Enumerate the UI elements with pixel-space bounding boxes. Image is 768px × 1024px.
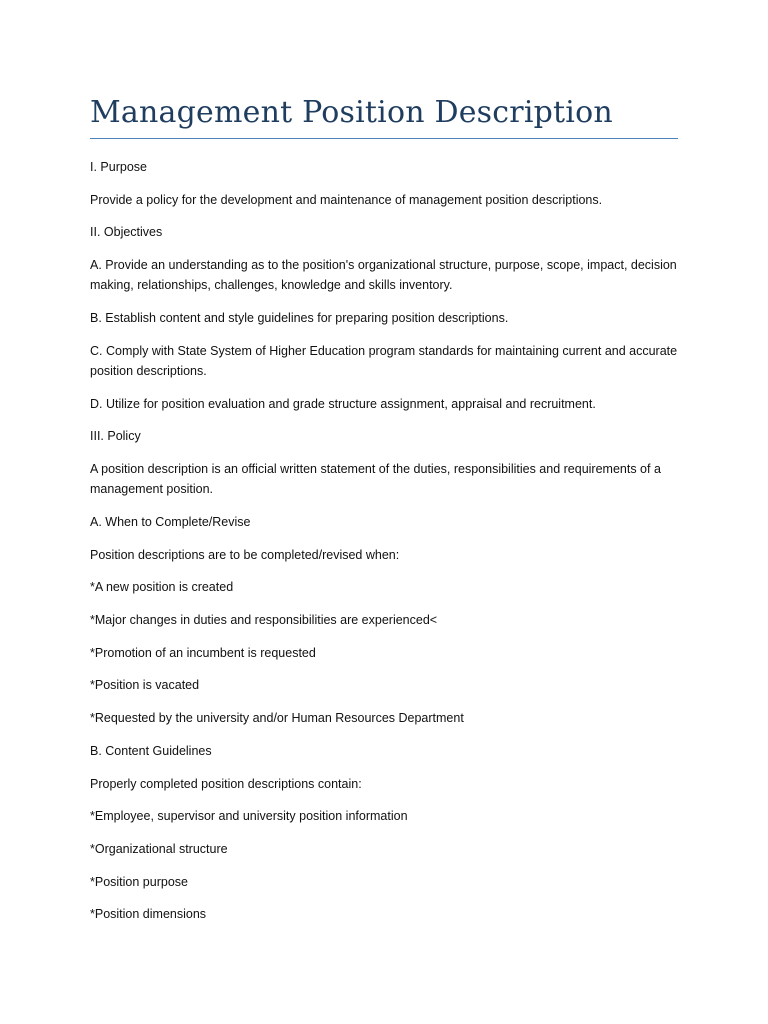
paragraph: C. Comply with State System of Higher Education program standards for maintaining current and accurate position descriptions. (90, 343, 678, 378)
page-title: Management Position Description (90, 95, 613, 130)
paragraph: Position descriptions are to be completed/revised when: (90, 547, 400, 562)
list-item: *Promotion of an incumbent is requested (90, 645, 316, 660)
subsection-heading-when-to-complete: A. When to Complete/Revise (90, 514, 251, 529)
paragraph: A. Provide an understanding as to the position's organizational structure, purpose, scope, impact, decision making, relationships, challenges, knowledge and skills inventory. (90, 258, 677, 293)
list-item: *Position is vacated (90, 678, 200, 693)
list-item: *Position dimensions (90, 907, 207, 922)
paragraph: Provide a policy for the development and maintenance of management position descriptions. (90, 192, 603, 207)
paragraph: Properly completed position descriptions contain: (90, 776, 362, 791)
document-body (90, 157, 678, 937)
paragraph: B. Establish content and style guidelines for preparing position descriptions. (90, 311, 509, 326)
paragraph: A position description is an official written statement of the duties, responsibilities and requirements of a management position. (90, 462, 661, 497)
list-item: *Position purpose (90, 874, 188, 889)
paragraph: D. Utilize for position evaluation and grade structure assignment, appraisal and recruitment. (90, 396, 596, 411)
section-heading-purpose: I. Purpose (90, 160, 147, 174)
list-item: *Major changes in duties and responsibilities are experienced< (90, 613, 438, 628)
title-divider (90, 138, 678, 139)
section-heading-objectives: II. Objectives (90, 225, 163, 240)
section-heading-policy: III. Policy (90, 429, 141, 444)
list-item: *Requested by the university and/or Human Resources Department (90, 711, 464, 726)
list-item: *Organizational structure (90, 841, 228, 856)
list-item: *A new position is created (90, 580, 234, 595)
subsection-heading-content-guidelines: B. Content Guidelines (90, 743, 212, 758)
list-item: *Employee, supervisor and university position information (90, 809, 408, 824)
